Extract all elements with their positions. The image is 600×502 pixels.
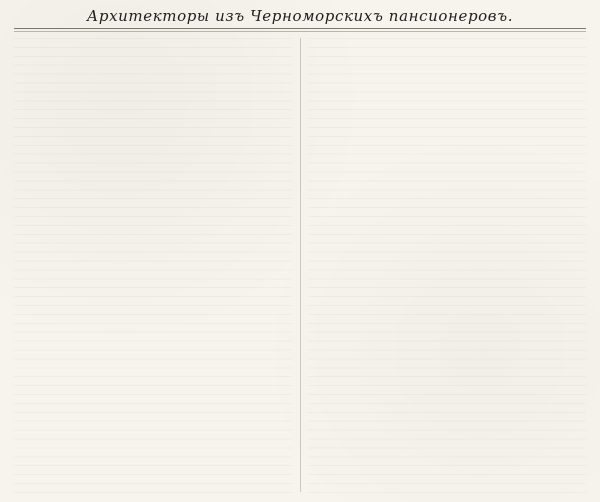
text-columns (14, 38, 586, 494)
header-rule-secondary (14, 31, 586, 32)
header-rule (14, 28, 586, 29)
page-title: Архитекторы изъ Черноморскихъ пансионеровъ. (86, 8, 514, 24)
right-column (308, 38, 586, 494)
left-column (14, 38, 292, 494)
